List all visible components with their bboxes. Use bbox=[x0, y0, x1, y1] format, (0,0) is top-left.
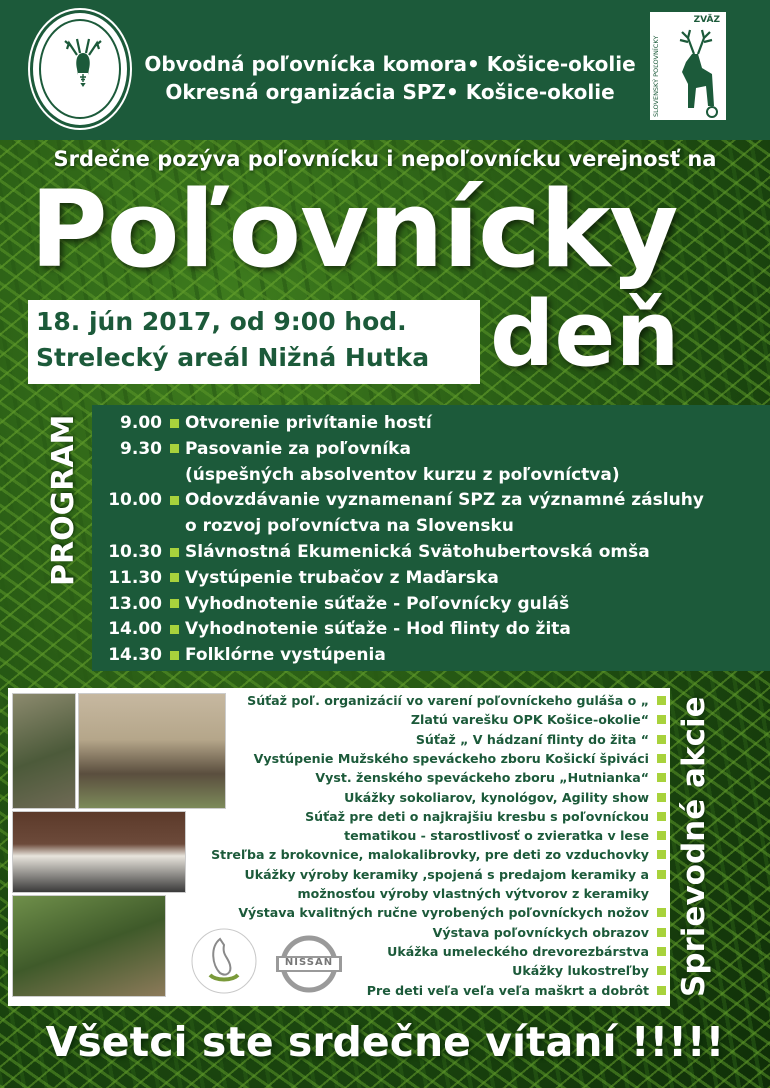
side-event-row bbox=[254, 749, 670, 768]
nissan-logo-text: NISSAN bbox=[284, 957, 334, 968]
program-time: 14.00 bbox=[108, 619, 162, 640]
side-event-row bbox=[344, 788, 670, 807]
program-time: 11.30 bbox=[108, 567, 162, 588]
side-event-row bbox=[245, 865, 670, 884]
side-event-row bbox=[367, 981, 670, 1000]
bullet-square-icon bbox=[170, 625, 179, 634]
program-text: Otvorenie privítanie hostí bbox=[185, 413, 432, 433]
program-text: (úspešných absolventov kurzu z poľovníctva) bbox=[185, 464, 620, 485]
sps-logo bbox=[648, 10, 728, 122]
program-text: Vystúpenie trubačov z Maďarska bbox=[185, 567, 499, 588]
side-event-row bbox=[315, 768, 670, 787]
event-title: Poľovnícky bbox=[30, 168, 678, 291]
program-time: 10.30 bbox=[108, 542, 162, 562]
program-row bbox=[92, 565, 499, 591]
event-date: 18. jún 2017, od 9:00 hod. bbox=[36, 307, 407, 336]
bullet-square-icon bbox=[657, 812, 666, 821]
event-title-2: deň bbox=[490, 282, 680, 387]
program-text: Slávnostná Ekumenická Svätohubertovská omša bbox=[185, 542, 650, 562]
deer-head-icon bbox=[61, 35, 105, 95]
side-event-text: Súťaž „ V hádzaní flinty do žita “ bbox=[415, 731, 649, 747]
bullet-square-icon bbox=[657, 735, 666, 744]
program-row bbox=[92, 539, 650, 565]
bullet-square-icon bbox=[657, 870, 666, 879]
photo-falconer bbox=[12, 693, 76, 809]
program-text: Odovzdávanie vyznamenaní SPZ za významné zásluhy bbox=[185, 490, 704, 511]
side-event-text: tematikou - starostlivosť o zvieratka v lese bbox=[344, 828, 649, 844]
bullet-square-icon bbox=[170, 419, 179, 428]
side-event-text: Ukážky sokoliarov, kynológov, Agility show bbox=[344, 789, 649, 805]
program-row bbox=[92, 436, 411, 462]
stag-icon bbox=[668, 28, 724, 120]
bullet-square-icon bbox=[170, 599, 179, 608]
bullet-square-icon bbox=[657, 773, 666, 782]
side-event-row bbox=[238, 903, 670, 922]
bullet-square-icon bbox=[657, 831, 666, 840]
side-event-row bbox=[387, 942, 670, 961]
side-event-row bbox=[433, 923, 670, 942]
spk-logo bbox=[30, 10, 130, 128]
bullet-square-icon bbox=[170, 444, 179, 453]
bullet-square-icon bbox=[657, 715, 666, 724]
side-event-text: Ukážky výroby keramiky ,spojená s predajom keramiky a bbox=[244, 866, 649, 882]
logo-right-top-text: ZVÄZ bbox=[693, 15, 720, 25]
bullet-square-icon bbox=[170, 548, 179, 557]
photo-children bbox=[12, 895, 166, 997]
side-event-text: Výstava kvalitných ručne vyrobených poľovníckych nožov bbox=[238, 905, 649, 921]
bullet-square-icon bbox=[170, 496, 179, 505]
side-event-row bbox=[416, 730, 670, 749]
org-line-2: Okresná organizácia SPZ• Košice-okolie bbox=[165, 80, 615, 104]
program-row bbox=[92, 487, 704, 513]
bullet-square-icon bbox=[657, 793, 666, 802]
side-event-text: Ukážky lukostreľby bbox=[512, 963, 649, 979]
program-time: 14.30 bbox=[108, 645, 162, 666]
program-time: 13.00 bbox=[108, 593, 162, 614]
side-event-text: Súťaž poľ. organizácií vo varení poľovníckeho guláša o „ bbox=[247, 693, 649, 708]
program-text: Folklórne vystúpenia bbox=[185, 645, 386, 666]
side-event-row bbox=[298, 884, 670, 903]
welcome-footer: Všetci ste srdečne vítaní !!!!! bbox=[45, 1018, 725, 1066]
side-event-row bbox=[411, 710, 670, 729]
side-event-row bbox=[247, 691, 670, 710]
program-text: Vyhodnotenie súťaže - Hod flinty do žita bbox=[185, 619, 571, 640]
program-row bbox=[92, 410, 432, 436]
side-event-text: Vyst. ženského speváckeho zboru „Hutnianka“ bbox=[315, 770, 649, 786]
logo-right-side-text: SLOVENSKÝ POĽOVNÍCKY bbox=[652, 35, 660, 117]
bullet-square-icon bbox=[170, 651, 179, 660]
bullet-square-icon bbox=[657, 754, 666, 763]
side-event-row bbox=[344, 826, 670, 845]
invitation-text: Srdečne pozýva poľovnícku i nepoľovnícku verejnosť na bbox=[53, 147, 717, 171]
program-text: Pasovanie za poľovníka bbox=[185, 438, 411, 459]
bullet-square-icon bbox=[657, 908, 666, 917]
program-row bbox=[92, 616, 571, 642]
side-events-label: Sprievodné akcie bbox=[676, 696, 712, 998]
bullet-square-icon bbox=[170, 573, 179, 582]
bullet-square-icon bbox=[657, 986, 666, 995]
side-event-row bbox=[512, 961, 670, 980]
klub-logo bbox=[190, 925, 258, 997]
bullet-square-icon bbox=[657, 696, 666, 705]
program-time: 9.30 bbox=[120, 438, 162, 459]
side-event-text: Výstava poľovníckych obrazov bbox=[432, 924, 649, 940]
program-row bbox=[92, 462, 620, 488]
side-event-text: Pre deti veľa veľa veľa maškrt a dobrôt bbox=[366, 982, 649, 998]
side-event-text: Vystúpenie Mužského speváckeho zboru Košickí špiváci bbox=[253, 750, 649, 766]
side-event-text: Zlatú varešku OPK Košice-okolie“ bbox=[410, 712, 649, 728]
side-event-text: možnosťou výroby vlastných výtvorov z keramiky bbox=[297, 886, 649, 901]
program-label: PROGRAM bbox=[46, 414, 81, 586]
event-venue: Strelecký areál Nižná Hutka bbox=[36, 343, 430, 372]
side-event-text: Ukážka umeleckého drevorezbárstva bbox=[387, 943, 649, 959]
side-event-text: Súťaž pre deti o najkrajšiu kresbu s poľovníckou bbox=[305, 808, 649, 824]
program-row bbox=[92, 642, 386, 668]
bullet-square-icon bbox=[657, 850, 666, 859]
program-time: 10.00 bbox=[108, 490, 162, 511]
side-event-row bbox=[211, 845, 670, 864]
program-box bbox=[92, 405, 770, 671]
bullet-square-icon bbox=[657, 928, 666, 937]
program-text: Vyhodnotenie súťaže - Poľovnícky guláš bbox=[185, 593, 570, 614]
side-event-text: Streľba z brokovnice, malokalibrovky, pre deti zo vzduchovky bbox=[211, 847, 649, 863]
photo-folk-choir bbox=[12, 811, 186, 893]
program-row bbox=[92, 513, 514, 539]
bullet-square-icon bbox=[657, 947, 666, 956]
bullet-square-icon bbox=[657, 966, 666, 975]
side-event-row bbox=[305, 807, 670, 826]
program-row bbox=[92, 591, 569, 617]
program-text: o rozvoj poľovníctva na Slovensku bbox=[185, 516, 514, 537]
program-time: 9.00 bbox=[120, 413, 162, 433]
org-line-1: Obvodná poľovnícka komora• Košice-okolie bbox=[144, 52, 636, 76]
photo-hunters-music bbox=[78, 693, 226, 809]
